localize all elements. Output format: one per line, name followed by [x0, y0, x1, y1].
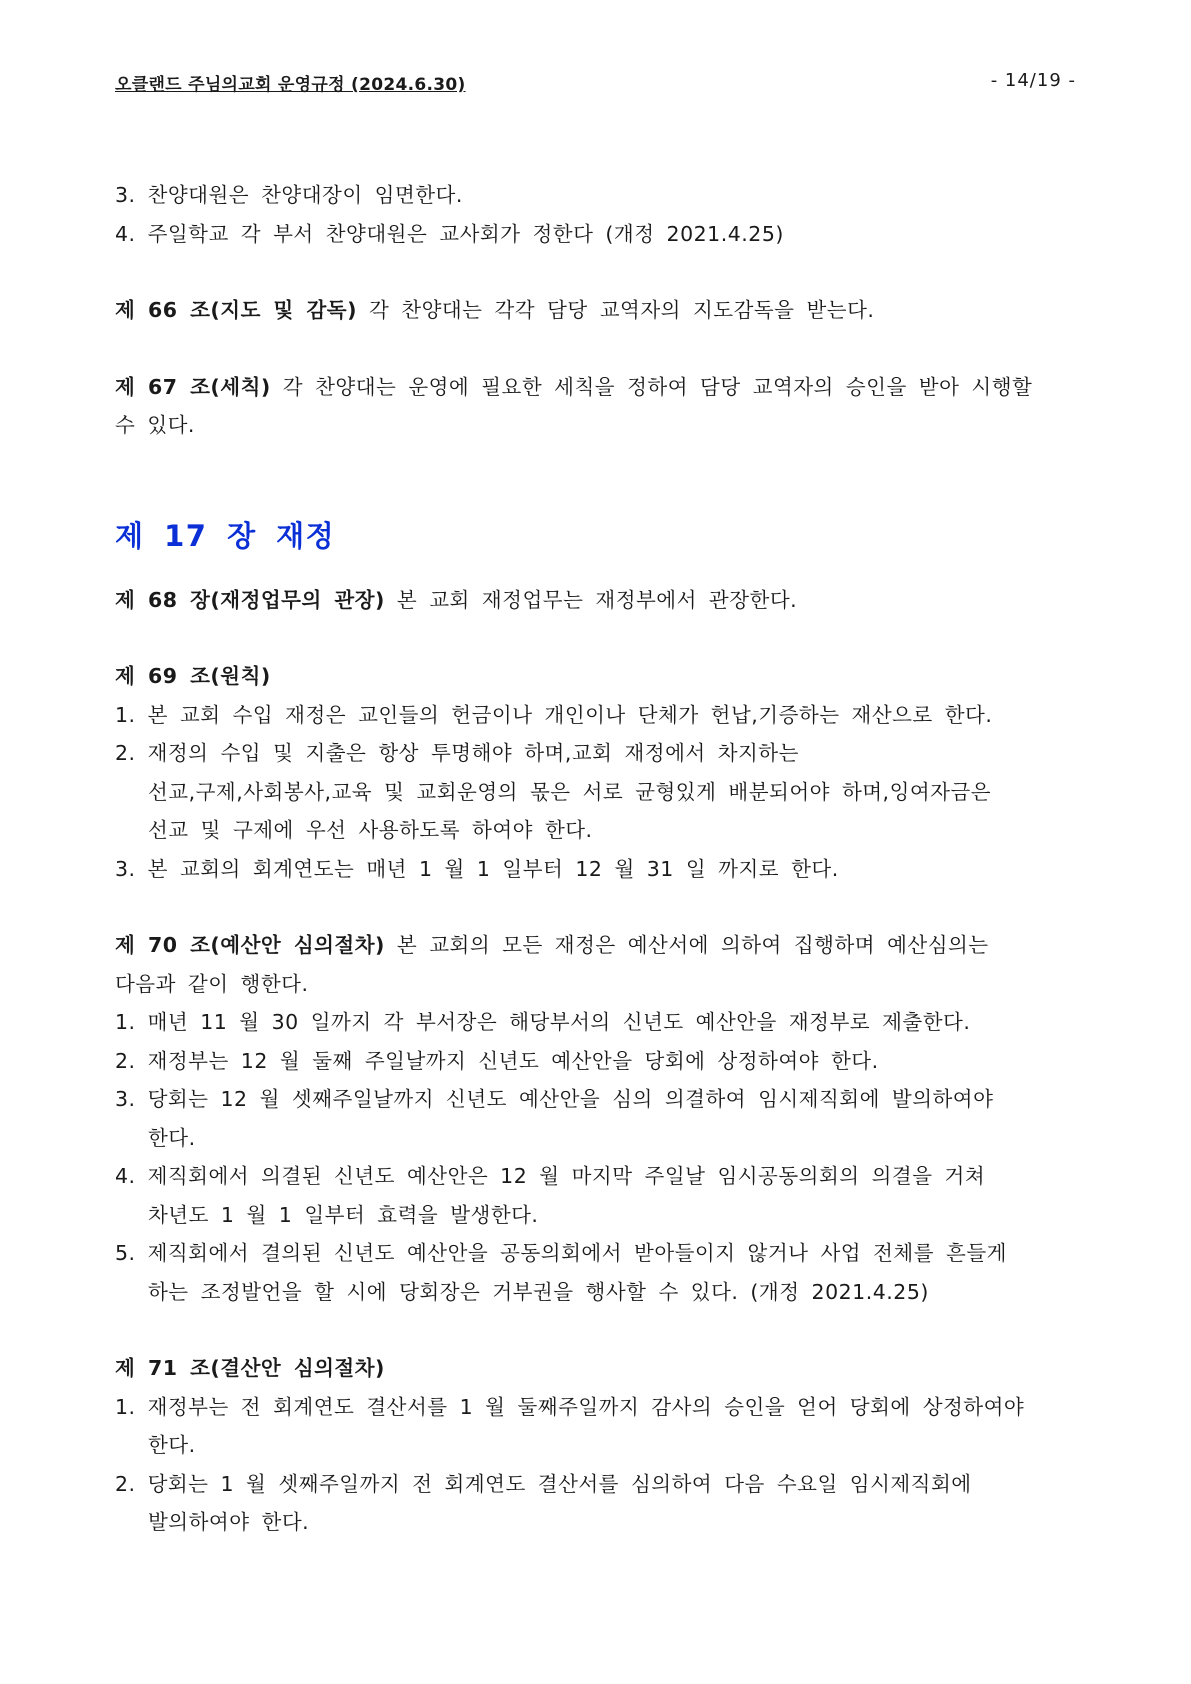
- page-header: [115, 70, 1076, 96]
- article-heading: 제 66 조(지도 및 감독): [115, 298, 357, 322]
- article-70: [115, 926, 1076, 965]
- page-number: - 14/19 -: [990, 70, 1076, 91]
- list-item: 2. 재정의 수입 및 지출은 항상 투명해야 하며,교회 재정에서 차지하는: [115, 741, 799, 765]
- article-text: 각 찬양대는 운영에 필요한 세칙을 정하여 담당 교역자의 승인을 받아 시행할: [270, 374, 1033, 399]
- list-item-continued: 발의하여야 한다.: [148, 1510, 310, 1534]
- article-68: [115, 581, 1076, 620]
- article-text-continued: 수 있다.: [115, 413, 195, 437]
- list-item: 2. 당회는 1 월 셋째주일까지 전 회계연도 결산서를 심의하여 다음 수요일 임시제직회에: [115, 1471, 972, 1496]
- article-text: 본 교회 재정업무는 재정부에서 관장한다.: [384, 587, 798, 612]
- list-item: 3. 당회는 12 월 셋째주일날까지 신년도 예산안을 심의 의결하여 임시제직회에 발의하여야: [115, 1087, 994, 1111]
- list-item: 4. 주일학교 각 부서 찬양대원은 교사회가 정한다 (개정 2021.4.25): [115, 221, 784, 246]
- list-item-continued: 선교 및 구제에 우선 사용하도록 하여야 한다.: [148, 818, 593, 842]
- list-item-continued: 차년도 1 월 1 일부터 효력을 발생한다.: [148, 1202, 539, 1227]
- list-item: 3. 본 교회의 회계연도는 매년 1 월 1 일부터 12 월 31 일 까지로 한다.: [115, 856, 839, 881]
- article-text-continued: 다음과 같이 행한다.: [115, 971, 309, 996]
- article-text: 각 찬양대는 각각 담당 교역자의 지도감독을 받는다.: [356, 298, 875, 322]
- list-item-continued: 한다.: [148, 1433, 196, 1457]
- document-title: 오클랜드 주님의교회 운영규정 (2024.6.30): [115, 75, 466, 95]
- article-heading: 제 68 장(재정업무의 관장): [115, 587, 385, 612]
- article-66: [115, 291, 1076, 330]
- list-item: 1. 매년 11 월 30 일까지 각 부서장은 해당부서의 신년도 예산안을 재정부로 제출한다.: [115, 1010, 971, 1034]
- list-item-continued: 선교,구제,사회봉사,교육 및 교회운영의 몫은 서로 균형있게 배분되어야 하며,잉여자금은: [148, 779, 992, 804]
- list-item: 1. 본 교회 수입 재정은 교인들의 헌금이나 개인이나 단체가 헌납,기증하는 재산으로 한다.: [115, 702, 993, 727]
- list-item: 3. 찬양대원은 찬양대장이 임면한다.: [115, 183, 463, 207]
- list-item: 4. 제직회에서 의결된 신년도 예산안은 12 월 마지막 주일날 임시공동의회의 의결을 거쳐: [115, 1164, 986, 1188]
- article-text: 본 교회의 모든 재정은 예산서에 의하여 집행하며 예산심의는: [384, 933, 989, 957]
- chapter-heading: 제 17 장 재정: [115, 518, 336, 553]
- article-71-heading: 제 71 조(결산안 심의절차): [115, 1356, 385, 1380]
- article-heading: 제 67 조(세칙): [115, 374, 271, 399]
- article-67: [115, 368, 1076, 407]
- document-body: [115, 176, 1076, 1542]
- list-item: 2. 재정부는 12 월 둘째 주일날까지 신년도 예산안을 당회에 상정하여야 한다.: [115, 1048, 879, 1073]
- article-69-heading: 제 69 조(원칙): [115, 664, 271, 688]
- list-item: 1. 재정부는 전 회계연도 결산서를 1 월 둘째주일까지 감사의 승인을 얻어 당회에 상정하여야: [115, 1394, 1025, 1419]
- list-item-continued: 한다.: [148, 1125, 196, 1150]
- list-item-continued: 하는 조정발언을 할 시에 당회장은 거부권을 행사할 수 있다. (개정 2021.4.25): [148, 1279, 929, 1304]
- article-heading: 제 70 조(예산안 심의절차): [115, 933, 385, 957]
- list-item: 5. 제직회에서 결의된 신년도 예산안을 공동의회에서 받아들이지 않거나 사업 전체를 흔들게: [115, 1241, 1007, 1265]
